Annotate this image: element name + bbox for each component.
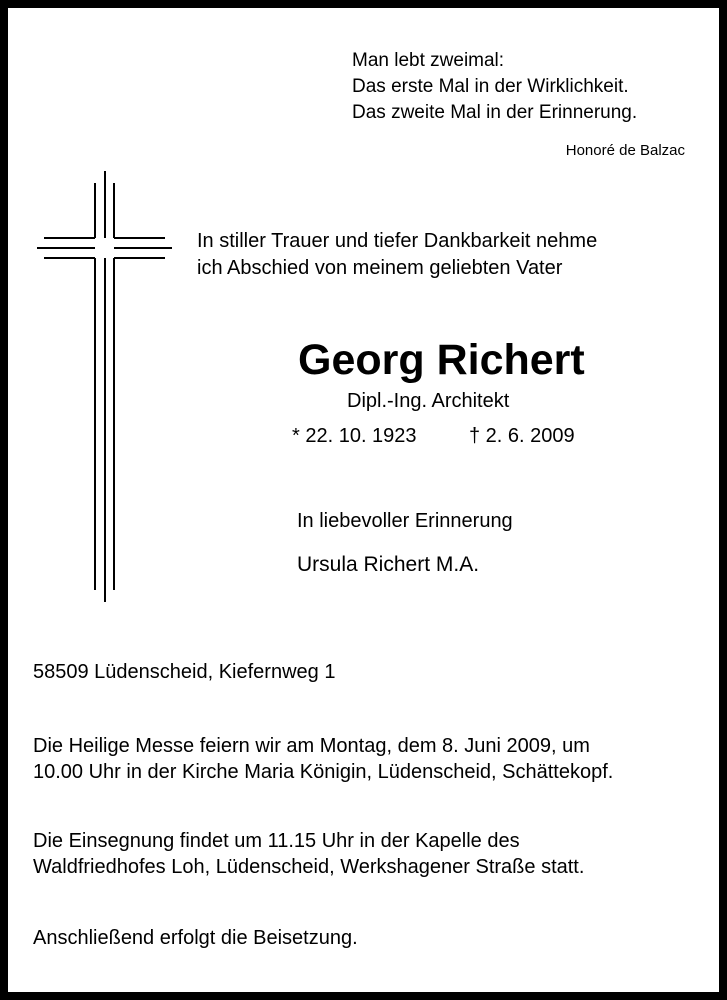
deceased-name: Georg Richert — [298, 336, 585, 384]
quote-author: Honoré de Balzac — [565, 142, 685, 159]
consecration-line: Die Einsegnung findet um 11.15 Uhr in der Kapelle des — [33, 830, 520, 852]
quote-line: Das zweite Mal in der Erinnerung. — [352, 102, 638, 123]
mourners-intro: In liebevoller Erinnerung — [297, 510, 513, 532]
deceased-title: Dipl.-Ing. Architekt — [347, 390, 510, 412]
quote-line: Man lebt zweimal: — [352, 50, 505, 71]
quote-line: Das erste Mal in der Wirklichkeit. — [352, 76, 629, 97]
intro-line: In stiller Trauer und tiefer Dankbarkeit nehme — [197, 230, 598, 252]
mass-line: 10.00 Uhr in der Kirche Maria Königin, Lüdenscheid, Schättekopf. — [33, 761, 614, 783]
birth-date: * 22. 10. 1923 — [292, 425, 417, 447]
burial-note: Anschließend erfolgt die Beisetzung. — [33, 927, 358, 949]
mass-line: Die Heilige Messe feiern wir am Montag, dem 8. Juni 2009, um — [33, 735, 590, 757]
intro-line: ich Abschied von meinem geliebten Vater — [197, 257, 563, 279]
death-date: † 2. 6. 2009 — [469, 425, 575, 447]
consecration-line: Waldfriedhofes Loh, Lüdenscheid, Werkshagener Straße statt. — [33, 856, 585, 878]
address: 58509 Lüdenscheid, Kiefernweg 1 — [33, 661, 336, 683]
mourner-name: Ursula Richert M.A. — [297, 553, 480, 576]
